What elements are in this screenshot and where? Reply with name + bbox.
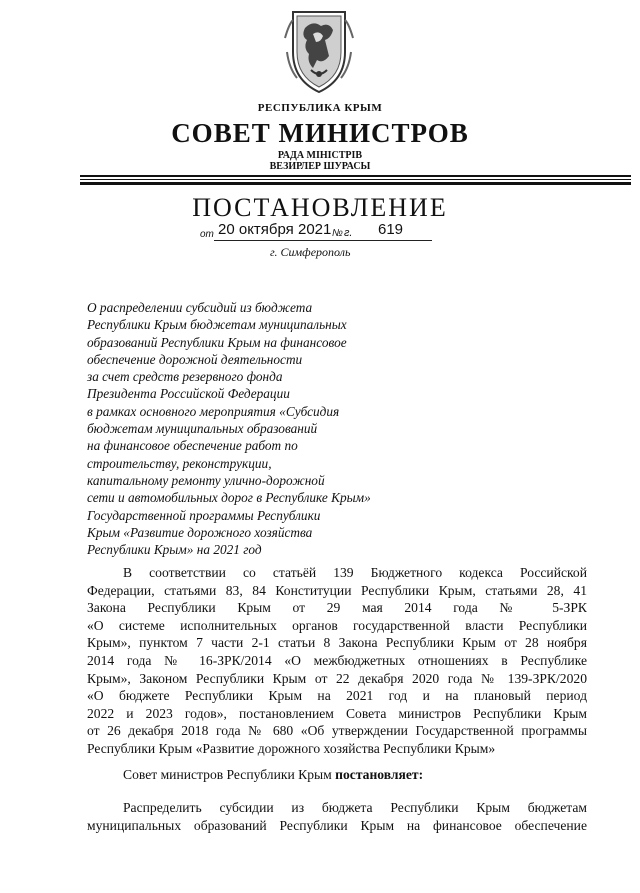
decree-verb: постановляет: bbox=[335, 767, 424, 782]
council-name-ukrainian: РАДА МІНІСТРІВ bbox=[277, 150, 363, 161]
title-line: в рамках основного мероприятия «Субсидия bbox=[87, 403, 340, 419]
document-city: г. Симферополь bbox=[270, 245, 351, 259]
document-type: ПОСТАНОВЛЕНИЕ bbox=[192, 193, 448, 222]
title-line: образований Республики Крым на финансовое bbox=[87, 334, 347, 350]
document-number: 619 bbox=[378, 221, 404, 238]
council-name: СОВЕТ МИНИСТРОВ bbox=[171, 118, 469, 148]
document-date: 20 октября 2021 bbox=[218, 221, 332, 238]
republic-name: РЕСПУБЛИКА КРЫМ bbox=[257, 102, 383, 114]
title-line: сети и автомобильных дорог в Республике Крым» bbox=[87, 490, 371, 506]
title-line: Государственной программы Республики bbox=[87, 507, 321, 523]
council-name-crimean-tatar: ВЕЗИРЛЕР ШУРАСЫ bbox=[269, 161, 371, 172]
preamble-line: от 26 декабря 2018 года № 680 «Об утверждении Государственной программы bbox=[87, 723, 587, 739]
header-divider bbox=[80, 182, 631, 185]
title-line: О распределении субсидий из бюджета bbox=[87, 300, 313, 315]
preamble-line: «О системе исполнительных органов государственной власти Республики bbox=[87, 617, 587, 633]
preamble-line: Крым», Законом Республики Крым от 22 декабря 2020 года № 139-ЗРК/2020 bbox=[87, 670, 587, 686]
title-line: бюджетам муниципальных образований bbox=[87, 421, 318, 437]
decree-line bbox=[87, 766, 587, 784]
header-divider bbox=[80, 179, 631, 180]
preamble-line: Республики Крым «Развитие дорожного хозяйства Республики Крым» bbox=[87, 740, 496, 756]
preamble-line: «О бюджете Республики Крым на 2021 год и на плановый период bbox=[87, 688, 587, 704]
year-suffix: г. bbox=[344, 227, 353, 239]
preamble-paragraph bbox=[87, 564, 587, 758]
operative-paragraph bbox=[87, 799, 587, 834]
preamble-line: В соответствии со статьёй 139 Бюджетного кодекса Российской bbox=[123, 565, 587, 580]
preamble-line: 2022 и 2023 годов», постановлением Совета министров Республики Крым bbox=[87, 705, 587, 721]
date-prefix: от bbox=[200, 229, 214, 240]
preamble-line: Федерации, статьями 83, 84 Конституции Республики Крым, статьями 28, 41 bbox=[87, 582, 587, 598]
date-underline bbox=[214, 240, 432, 241]
number-sign: № bbox=[332, 228, 343, 239]
document-title bbox=[87, 299, 427, 558]
preamble-line: Крым», пунктом 7 части 2-1 статьи 8 Закона Республики Крым от 28 ноября bbox=[87, 635, 587, 651]
header-divider bbox=[80, 175, 631, 177]
preamble-line: Закона Республики Крым от 29 мая 2014 года № 5-ЗРК bbox=[87, 600, 587, 616]
preamble-line: 2014 года № 16-ЗРК/2014 «О межбюджетных отношениях в Республике bbox=[87, 652, 587, 668]
title-line: Президента Российской Федерации bbox=[87, 386, 290, 402]
decree-paragraph bbox=[87, 766, 587, 784]
coat-of-arms-icon bbox=[283, 8, 355, 94]
title-line: обеспечение дорожной деятельности bbox=[87, 351, 303, 367]
title-line: за счет средств резервного фонда bbox=[87, 369, 283, 385]
title-line: капитальному ремонту улично-дорожной bbox=[87, 472, 325, 488]
decree-text: Совет министров Республики Крым bbox=[123, 767, 336, 782]
title-line: Крым «Развитие дорожного хозяйства bbox=[87, 524, 313, 540]
operative-line: Распределить субсидии из бюджета Республики Крым бюджетам bbox=[123, 800, 587, 815]
document-date-line bbox=[200, 221, 440, 243]
title-line: строительству, реконструкции, bbox=[87, 455, 272, 471]
title-line: на финансовое обеспечение работ по bbox=[87, 438, 298, 454]
title-line: Республики Крым бюджетам муниципальных bbox=[87, 317, 347, 333]
operative-line: муниципальных образований Республики Крым на финансовое обеспечение bbox=[87, 817, 587, 833]
title-line: Республики Крым» на 2021 год bbox=[87, 542, 262, 558]
